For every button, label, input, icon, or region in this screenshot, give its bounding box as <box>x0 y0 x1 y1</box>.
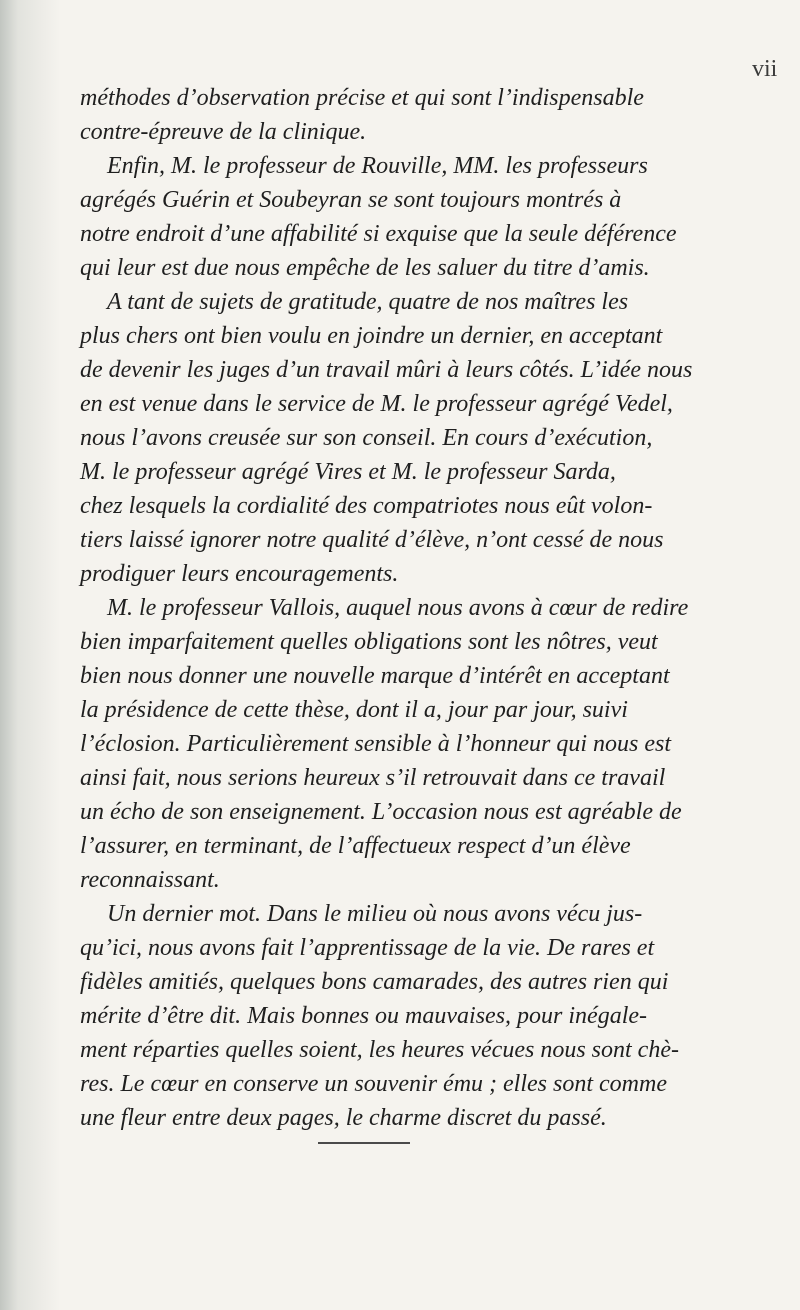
text-line: ment réparties quelles soient, les heures vécues nous sont chè- <box>80 1037 679 1063</box>
text-line: prodiguer leurs encouragements. <box>80 561 399 587</box>
text-line: res. Le cœur en conserve un souvenir ému ; elles sont comme <box>80 1071 667 1097</box>
page-number: vii <box>752 56 778 82</box>
text-line: qui leur est due nous empêche de les saluer du titre d’amis. <box>80 255 650 281</box>
text-line: ainsi fait, nous serions heureux s’il retrouvait dans ce travail <box>80 765 666 791</box>
text-line: agrégés Guérin et Soubeyran se sont toujours montrés à <box>80 187 622 213</box>
text-line: M. le professeur agrégé Vires et M. le professeur Sarda, <box>80 459 616 485</box>
text-line: contre-épreuve de la clinique. <box>80 119 367 145</box>
text-line: M. le professeur Vallois, auquel nous avons à cœur de redire <box>107 595 689 621</box>
text-line: nous l’avons creusée sur son conseil. En cours d’exécution, <box>80 425 653 451</box>
text-line: plus chers ont bien voulu en joindre un dernier, en acceptant <box>80 323 663 349</box>
text-line: reconnaissant. <box>80 867 220 893</box>
text-line: méthodes d’observation précise et qui sont l’indispensable <box>80 85 644 111</box>
closing-rule <box>318 1142 410 1144</box>
text-line: bien nous donner une nouvelle marque d’intérêt en acceptant <box>80 663 670 689</box>
text-line: de devenir les juges d’un travail mûri à leurs côtés. L’idée nous <box>80 357 693 383</box>
text-line: tiers laissé ignorer notre qualité d’élève, n’ont cessé de nous <box>80 527 664 553</box>
text-line: l’assurer, en terminant, de l’affectueux respect d’un élève <box>80 833 631 859</box>
text-line: A tant de sujets de gratitude, quatre de nos maîtres les <box>107 289 629 315</box>
text-line: un écho de son enseignement. L’occasion nous est agréable de <box>80 799 682 825</box>
text-line: bien imparfaitement quelles obligations sont les nôtres, veut <box>80 629 658 655</box>
text-line: fidèles amitiés, quelques bons camarades, des autres rien qui <box>80 969 669 995</box>
text-line: mérite d’être dit. Mais bonnes ou mauvaises, pour inégale- <box>80 1003 648 1029</box>
text-line: notre endroit d’une affabilité si exquise que la seule déférence <box>80 221 677 247</box>
text-line: l’éclosion. Particulièrement sensible à l’honneur qui nous est <box>80 731 672 757</box>
text-line: Enfin, M. le professeur de Rouville, MM. les professeurs <box>107 153 648 179</box>
text-line: Un dernier mot. Dans le milieu où nous avons vécu jus- <box>107 901 643 927</box>
text-line: en est venue dans le service de M. le professeur agrégé Vedel, <box>80 391 673 417</box>
text-line: une fleur entre deux pages, le charme discret du passé. <box>80 1105 607 1131</box>
text-line: qu’ici, nous avons fait l’apprentissage de la vie. De rares et <box>80 935 655 961</box>
text-line: chez lesquels la cordialité des compatriotes nous eût volon- <box>80 493 653 519</box>
text-line: la présidence de cette thèse, dont il a, jour par jour, suivi <box>80 697 628 723</box>
